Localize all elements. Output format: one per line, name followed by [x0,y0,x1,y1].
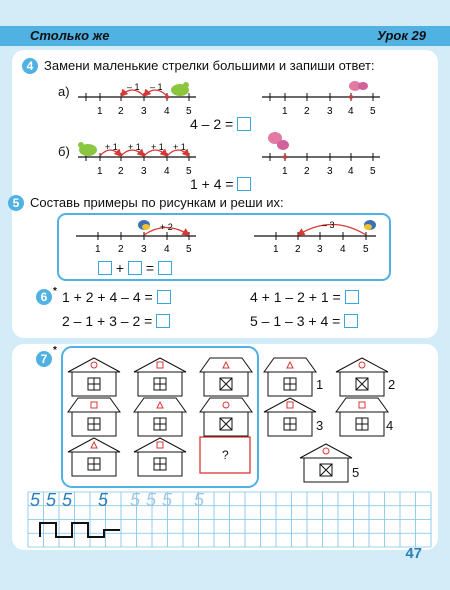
tick: 4 [164,166,170,177]
tick: 5 [186,244,192,255]
houses-group [68,358,388,482]
tick: 5 [186,106,192,117]
tick: 4 [164,106,170,117]
digit-5: 5 [30,490,41,510]
house-icon [200,358,252,396]
digit-5-trace: 5 [162,490,173,510]
tick: 3 [141,244,147,255]
number-line-4a-right [262,81,380,117]
tick: 1 [273,244,279,255]
tick: 4 [164,244,170,255]
tick: 2 [118,106,124,117]
arrow-label: – 1 [150,82,163,92]
arrow-label: – 3 [322,220,335,230]
house-icon [300,444,352,482]
digit-5-trace: 5 [130,490,141,510]
digit-5: 5 [98,490,109,510]
tick: 1 [97,106,103,117]
tick: 4 [348,166,354,177]
task-7-star: * [53,345,57,356]
tick: 1 [97,166,103,177]
arrow-label: + 1 [128,142,141,152]
copybook-grid [28,492,431,547]
number-line-4b-right [262,132,380,177]
expr: 4 + 1 – 2 + 1 = [250,289,341,305]
task-5-instruction: Составь примеры по рисункам и реши их: [30,195,284,210]
tick: 2 [118,166,124,177]
bird-icon [138,220,150,230]
equals-sign: = [145,260,155,276]
house-label-4: 4 [386,418,394,433]
task-4a-label: а) [58,84,70,99]
number-line-4b-left [78,142,196,177]
tick: 4 [348,106,354,117]
equation-4a-text: 4 – 2 = [190,116,234,132]
task-6-star: * [53,286,57,297]
arrow-label: + 1 [151,142,164,152]
house-icon [68,438,120,476]
task-5-number: 5 [8,195,24,211]
number-line-4a-left [78,82,196,117]
digit-5: 5 [62,490,73,510]
house-label-3: 3 [316,418,324,433]
plus-sign: + [115,260,125,276]
house-label-2: 2 [388,377,396,392]
tick: 2 [295,244,301,255]
tick: 3 [141,106,147,117]
house-icon [68,398,120,436]
equation-4b-text: 1 + 4 = [190,176,234,192]
house-icon [134,438,186,476]
bird-icon [364,220,376,230]
tick: 5 [370,106,376,117]
mystery-box [200,437,250,473]
tick: 4 [340,244,346,255]
tick: 1 [282,106,288,117]
arrow-label: + 1 [173,142,186,152]
arrow-label: + 1 [105,142,118,152]
butterfly-icon [349,81,368,91]
tick: 1 [95,244,101,255]
house-label-5: 5 [352,465,360,480]
house-icon [336,398,388,436]
lesson-number: Урок 29 [376,28,426,43]
frog-icon [78,142,97,156]
tick: 5 [363,244,369,255]
number-line-5-right [254,220,376,255]
task-7-number: 7 [36,351,52,367]
tick: 5 [186,166,192,177]
tick: 3 [317,244,323,255]
expr: 2 – 1 + 3 – 2 = [62,313,153,329]
house-icon [264,398,316,436]
lesson-topic: Столько же [30,28,110,43]
house-icon [68,358,120,396]
pattern-line [40,523,120,537]
house-icon [264,358,316,396]
butterfly-icon [268,132,289,150]
digit-5-trace: 5 [194,490,205,510]
house-label-1: 1 [316,377,324,392]
frog-icon [171,82,189,96]
tick: 3 [327,166,333,177]
expr: 1 + 2 + 4 – 4 = [62,289,153,305]
tick: 2 [304,166,310,177]
tick: 2 [118,244,124,255]
digit-5-trace: 5 [146,490,157,510]
digit-5: 5 [46,490,57,510]
tick: 2 [304,106,310,117]
arrow-label: + 2 [160,222,173,232]
mystery-question-mark: ? [222,448,229,462]
tick: 3 [327,106,333,117]
house-icon [134,358,186,396]
task-4-number: 4 [22,58,38,74]
house-icon [134,398,186,436]
copybook-digits [30,490,205,510]
number-line-5-left [76,220,196,255]
house-icon [200,398,252,436]
tick: 5 [370,166,376,177]
house-icon [336,358,388,396]
task-6-number: 6 [36,289,52,305]
page-number: 47 [405,545,422,562]
tick: 1 [282,166,288,177]
task-4-instruction: Замени маленькие стрелки большими и запиши ответ: [44,58,375,73]
expr: 5 – 1 – 3 + 4 = [250,313,341,329]
arrow-label: – 1 [127,82,140,92]
task-4b-label: б) [58,144,70,159]
tick: 3 [141,166,147,177]
